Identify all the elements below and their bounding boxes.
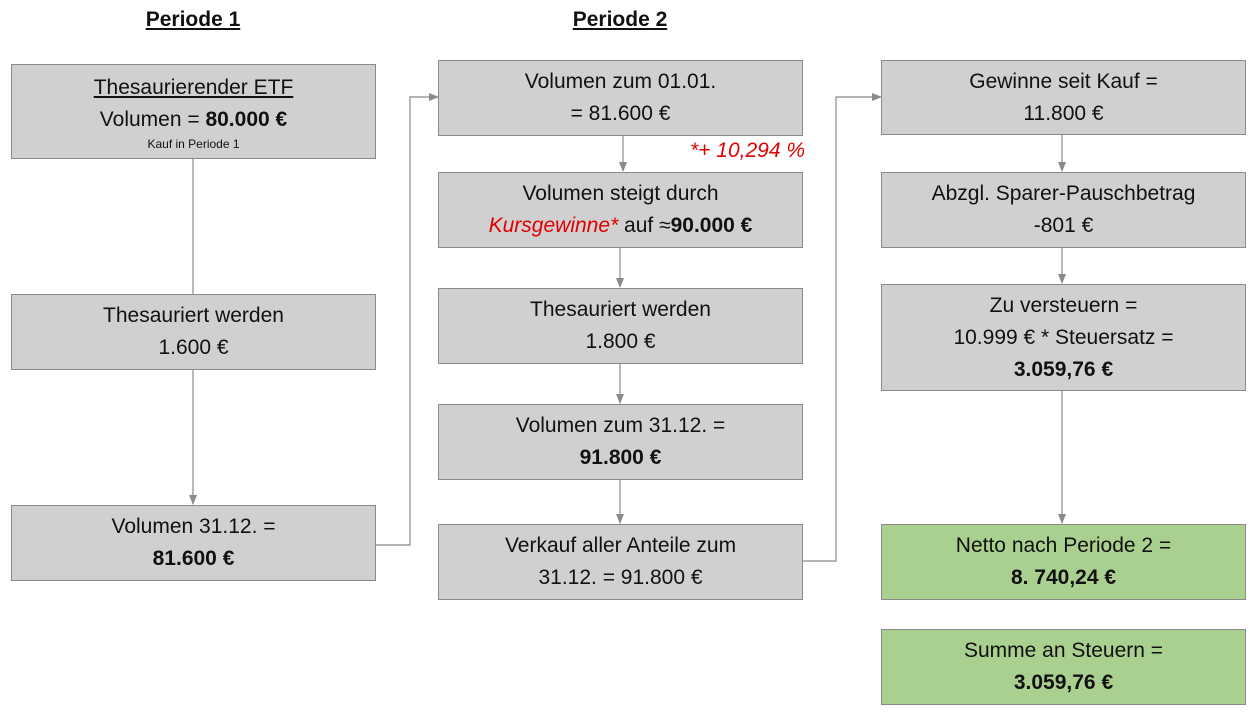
gewinne-label: Gewinne seit Kauf = xyxy=(969,69,1158,93)
pauschbetrag-label: Abzgl. Sparer-Pauschbetrag xyxy=(931,182,1196,205)
netto-label: Netto nach Periode 2 = xyxy=(955,534,1172,557)
p1-thesauriert-label: Thesauriert werden xyxy=(103,304,284,327)
p2-steigt-label: Volumen steigt durch xyxy=(522,182,719,205)
steigt-mid-text: auf ≈ xyxy=(618,214,671,237)
netto-value: 8. 740,24 € xyxy=(1010,566,1117,589)
p2-volumen-3112-value: 91.800 € xyxy=(579,446,662,469)
growth-note: *+ 10,294 % xyxy=(690,139,806,162)
box-p1-volumen-3112 xyxy=(11,505,376,581)
p2-volumen-0101-value: = 81.600 € xyxy=(570,102,671,125)
box-gewinne-seit-kauf xyxy=(881,60,1246,135)
box-zu-versteuern xyxy=(881,284,1246,391)
kursgewinne-text: Kursgewinne* xyxy=(488,214,619,237)
box-p2-thesauriert xyxy=(438,288,803,364)
p1-volumen-3112-value: 81.600 € xyxy=(152,547,235,570)
summe-label: Summe an Steuern = xyxy=(963,639,1164,662)
box-netto-nach-periode-2 xyxy=(881,524,1246,600)
zu-versteuern-value: 3.059,76 € xyxy=(1013,357,1114,381)
etf-title: Thesaurierender ETF xyxy=(93,75,294,99)
box-p2-volumen-0101 xyxy=(438,60,803,136)
box-p2-volumen-3112 xyxy=(438,404,803,480)
zu-versteuern-formula: 10.999 € * Steuersatz = xyxy=(953,325,1174,349)
p2-volumen-3112-label: Volumen zum 31.12. = xyxy=(515,414,726,437)
p2-thesauriert-value: 1.800 € xyxy=(585,330,656,353)
header-periode-2: Periode 2 xyxy=(572,8,668,31)
box-thesaurierender-etf xyxy=(11,64,376,159)
box-p2-volumen-steigt xyxy=(438,172,803,248)
p1-volumen-3112-label: Volumen 31.12. = xyxy=(111,515,276,538)
p2-verkauf-label: Verkauf aller Anteile zum xyxy=(504,534,737,557)
box-sparer-pauschbetrag xyxy=(881,172,1246,248)
summe-value: 3.059,76 € xyxy=(1013,671,1114,694)
etf-volume xyxy=(100,104,287,136)
box-p2-verkauf xyxy=(438,524,803,600)
pauschbetrag-value: -801 € xyxy=(1033,214,1094,237)
p2-verkauf-value: 31.12. = 91.800 € xyxy=(538,566,703,589)
zu-versteuern-label: Zu versteuern = xyxy=(989,293,1138,317)
header-periode-1: Periode 1 xyxy=(145,8,241,31)
etf-volume-value: 80.000 € xyxy=(205,107,288,131)
etf-volume-label: Volumen = xyxy=(99,107,206,131)
box-summe-an-steuern xyxy=(881,629,1246,705)
steigt-value: 90.000 € xyxy=(670,214,753,237)
p2-thesauriert-label: Thesauriert werden xyxy=(530,298,711,321)
p2-steigt-detail xyxy=(489,210,753,242)
etf-note: Kauf in Periode 1 xyxy=(147,136,240,151)
gewinne-value: 11.800 € xyxy=(1023,101,1104,125)
box-p1-thesauriert xyxy=(11,294,376,370)
p1-thesauriert-value: 1.600 € xyxy=(158,336,229,359)
p2-volumen-0101-label: Volumen zum 01.01. xyxy=(524,70,717,93)
